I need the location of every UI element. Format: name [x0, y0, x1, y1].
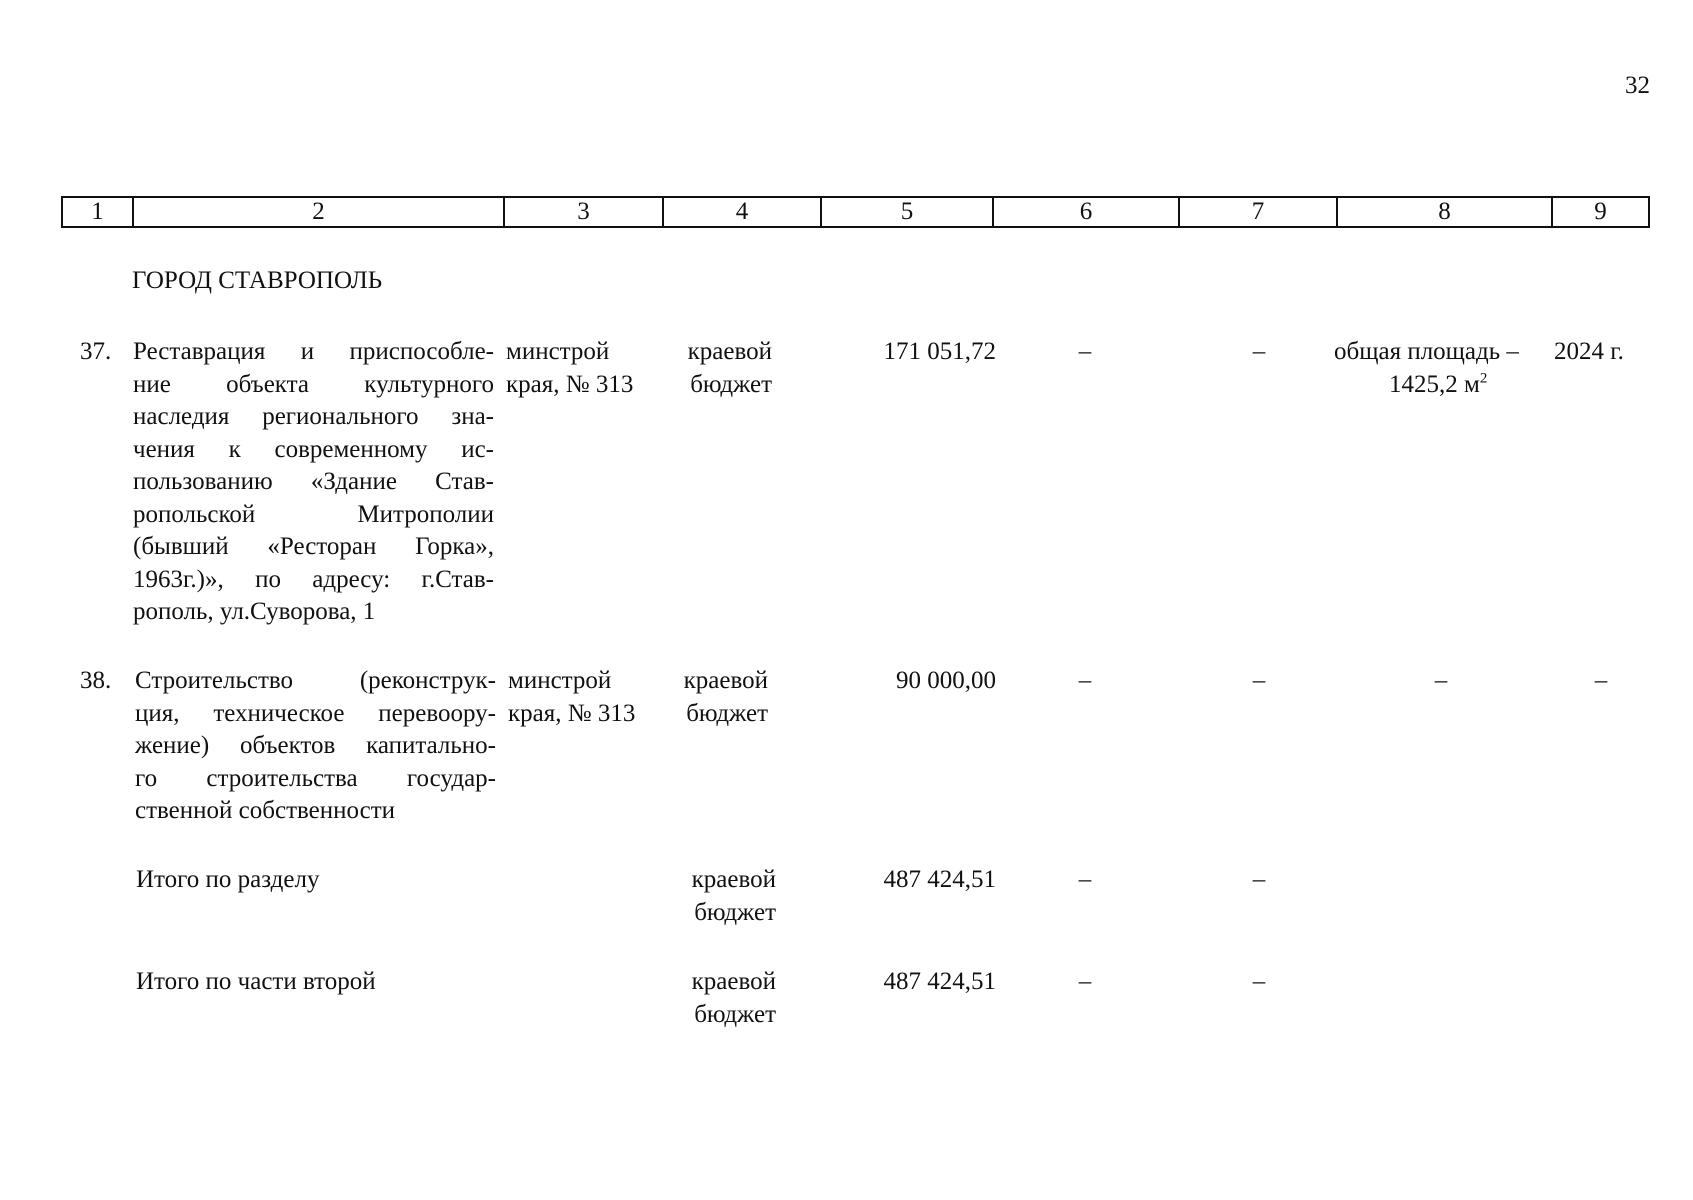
row-col8: –	[1434, 667, 1448, 694]
column-header-1: 1	[62, 197, 133, 227]
row-name-line: ция, техническое перевоору-	[135, 699, 496, 727]
page-number: 32	[1625, 72, 1650, 99]
column-header-3: 3	[504, 197, 663, 227]
col8-area-value	[1334, 369, 1549, 402]
source-line: краевой	[683, 667, 768, 694]
row-funding-source	[668, 665, 768, 730]
area-superscript: 2	[1479, 370, 1488, 387]
column-header-6: 6	[993, 197, 1179, 227]
total-funding-source	[676, 966, 776, 1031]
source-line: краевой	[687, 338, 772, 365]
row-executor	[508, 665, 635, 730]
row-col6: –	[1078, 338, 1092, 365]
total-funding-source	[676, 864, 776, 929]
column-header-2: 2	[133, 197, 504, 227]
source-line: бюджет	[686, 699, 768, 727]
row-col9: 2024 г.	[1554, 338, 1624, 365]
row-name-line: наследия регионального зна-	[133, 403, 494, 430]
area-value: 1425,2 м	[1389, 370, 1480, 398]
column-header-4: 4	[663, 197, 821, 227]
source-line: бюджет	[694, 1000, 776, 1028]
row-name	[135, 665, 496, 828]
total-col6: –	[1078, 968, 1092, 995]
row-col6: –	[1078, 667, 1092, 694]
row-number: 38.	[80, 667, 112, 694]
row-col7: –	[1252, 338, 1266, 365]
total-col7: –	[1252, 866, 1266, 893]
section-title: ГОРОД СТАВРОПОЛЬ	[132, 267, 383, 294]
total-label: Итого по части второй	[136, 968, 376, 995]
row-name-line: ственной собственности	[135, 797, 396, 824]
row-name-line: (бывший «Ресторан Горка»,	[133, 533, 494, 560]
row-col8	[1334, 336, 1549, 401]
column-header-8: 8	[1337, 197, 1552, 227]
source-line: краевой	[691, 968, 776, 995]
total-amount: 487 424,51	[883, 968, 996, 995]
row-name-line: ние объекта культурного	[133, 370, 494, 398]
total-col6: –	[1078, 866, 1092, 893]
executor-line: минстрой	[508, 667, 612, 694]
row-number: 37.	[80, 338, 112, 365]
column-header-5: 5	[821, 197, 993, 227]
row-executor	[506, 336, 633, 401]
row-name-line: ропольской Митрополии	[133, 500, 494, 528]
source-line: бюджет	[690, 370, 772, 398]
column-header-9: 9	[1552, 197, 1649, 227]
executor-line: края, № 313	[506, 370, 634, 398]
row-amount: 90 000,00	[896, 667, 996, 694]
row-name-line: Строительство (реконструк-	[135, 667, 496, 694]
executor-line: края, № 313	[508, 699, 636, 727]
row-name-line: Реставрация и приспособле-	[133, 338, 494, 365]
row-name-line: чения к современному ис-	[133, 435, 494, 463]
source-line: бюджет	[694, 898, 776, 926]
row-name-line: рополь, ул.Суворова, 1	[133, 598, 376, 625]
row-amount: 171 051,72	[883, 338, 996, 365]
row-name-line: пользованию «Здание Став-	[133, 468, 494, 495]
row-col9: –	[1594, 667, 1608, 694]
total-amount: 487 424,51	[883, 866, 996, 893]
row-name-line: 1963г.)», по адресу: г.Став-	[133, 565, 494, 593]
total-label: Итого по разделу	[136, 866, 320, 893]
column-number-header	[61, 196, 1650, 228]
total-col7: –	[1252, 968, 1266, 995]
col8-line: общая площадь –	[1334, 338, 1519, 365]
row-col7: –	[1252, 667, 1266, 694]
row-name-line: жение) объектов капитально-	[135, 732, 496, 759]
source-line: краевой	[691, 866, 776, 893]
column-header-7: 7	[1179, 197, 1337, 227]
executor-line: минстрой	[506, 338, 610, 365]
row-name-line: го строительства государ-	[135, 764, 496, 792]
row-name	[133, 336, 494, 629]
row-funding-source	[672, 336, 772, 401]
